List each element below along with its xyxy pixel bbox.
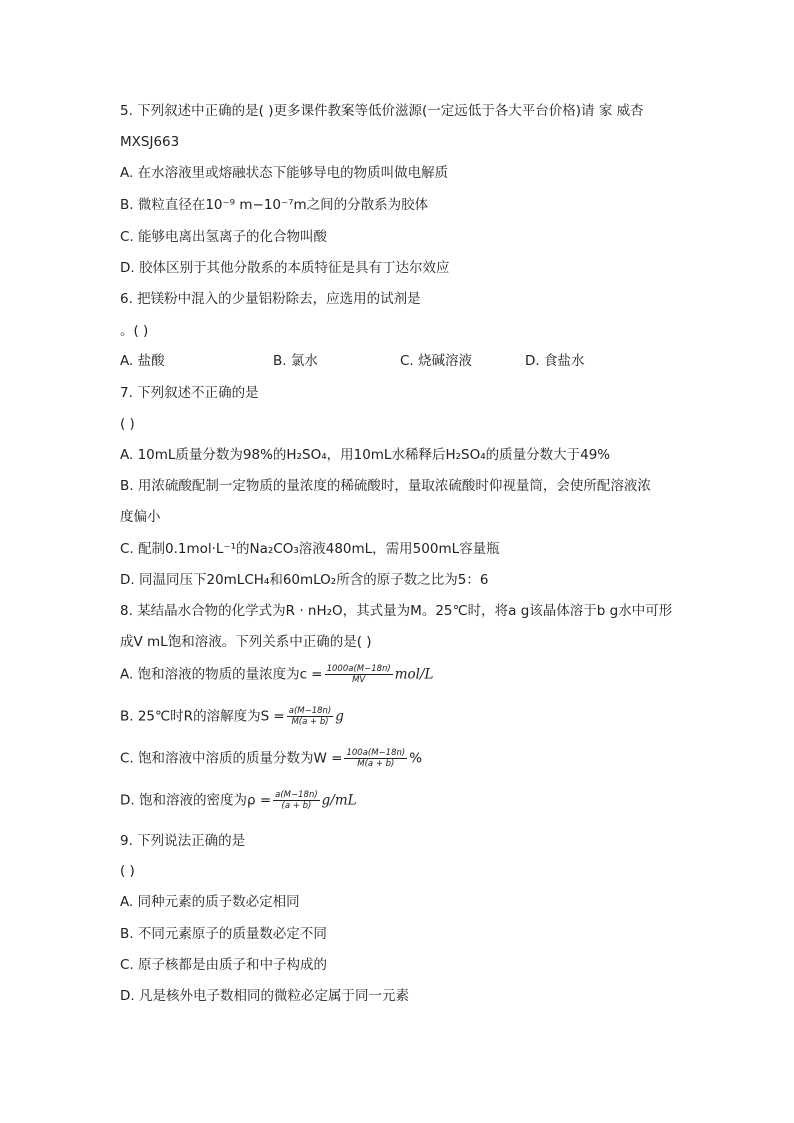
q6-option-a: A. 盐酸 xyxy=(120,353,165,369)
fraction-numerator: a(M−18n) xyxy=(275,790,318,800)
fraction-denominator: (a + b) xyxy=(281,801,312,811)
q8-option-c-fraction xyxy=(344,748,407,769)
q8-option-b-fraction xyxy=(287,706,334,727)
q8-stem: 8. 某结晶水合物的化学式为R · nH₂O，其式量为M。25℃时，将a g该晶体溶于b g水中可形 xyxy=(120,603,673,619)
q5-stem-continued: MXSJ663 xyxy=(120,134,180,150)
q7-option-b: B. 用浓硫酸配制一定物质的量浓度的稀硫酸时，量取浓硫酸时仰视量筒，会使所配溶液浓 xyxy=(120,478,651,494)
q6-option-d: D. 食盐水 xyxy=(525,353,585,369)
q7-option-a: A. 10mL质量分数为98%的H₂SO₄，用10mL水稀释后H₂SO₄的质量分数大于49% xyxy=(120,447,611,463)
q8-option-a-unit: mol/L xyxy=(394,666,434,683)
q8-option-a-fraction xyxy=(325,664,393,685)
q6-stem: 6. 把镁粉中混入的少量铝粉除去，应选用的试剂是 xyxy=(120,291,421,307)
q8-option-c xyxy=(120,748,422,769)
q7-option-c: C. 配制0.1mol·L⁻¹的Na₂CO₃溶液480mL，需用500mL容量瓶 xyxy=(120,541,500,557)
q6-option-c: C. 烧碱溶液 xyxy=(400,353,473,369)
q9-stem: 9. 下列说法正确的是 xyxy=(120,833,246,849)
fraction-denominator: M(a + b) xyxy=(291,717,329,727)
q9-answer-paren: ( ) xyxy=(120,863,135,879)
q8-option-a-text: A. 饱和溶液的物质的量浓度为c = xyxy=(120,666,323,683)
q8-option-d-unit: g/mL xyxy=(321,792,357,809)
q8-option-a xyxy=(120,664,434,685)
q9-option-d: D. 凡是核外电子数相同的微粒必定属于同一元素 xyxy=(120,988,409,1004)
q8-option-c-unit: % xyxy=(409,750,423,767)
q7-answer-paren: ( ) xyxy=(120,416,135,432)
fraction-numerator: a(M−18n) xyxy=(288,706,332,716)
q8-option-d xyxy=(120,790,357,811)
q8-option-b-text: B. 25℃时R的溶解度为S = xyxy=(120,708,285,725)
q8-stem-continued: 成V mL饱和溶液。下列关系中正确的是( ) xyxy=(120,634,372,650)
q8-option-b xyxy=(120,706,344,727)
q6-options xyxy=(120,352,584,370)
q9-option-a: A. 同种元素的质子数必定相同 xyxy=(120,894,300,910)
q5-stem: 5. 下列叙述中正确的是( )更多课件教案等低价滋源(一定远低于各大平台价格)请 家 威杏 xyxy=(120,103,644,119)
q9-option-b: B. 不同元素原子的质量数必定不同 xyxy=(120,926,327,942)
q8-option-c-text: C. 饱和溶液中溶质的质量分数为W = xyxy=(120,750,343,767)
q9-option-c: C. 原子核都是由质子和中子构成的 xyxy=(120,957,328,973)
q7-stem: 7. 下列叙述不正确的是 xyxy=(120,385,259,401)
q6-option-b: B. 氯水 xyxy=(273,353,318,369)
q5-option-a: A. 在水溶液里或熔融状态下能够导电的物质叫做电解质 xyxy=(120,165,449,181)
q8-option-b-unit: g xyxy=(335,708,344,725)
fraction-denominator: M(a + b) xyxy=(357,759,395,769)
q5-option-c: C. 能够电离出氢离子的化合物叫酸 xyxy=(120,229,328,245)
q5-option-d: D. 胶体区别于其他分散系的本质特征是具有丁达尔效应 xyxy=(120,260,450,276)
q8-option-d-fraction xyxy=(273,790,320,811)
q6-answer-paren: 。( ) xyxy=(120,323,149,339)
fraction-numerator: 1000a(M−18n) xyxy=(326,664,391,674)
q7-option-d: D. 同温同压下20mLCH₄和60mLO₂所含的原子数之比为5：6 xyxy=(120,572,489,588)
q8-option-d-text: D. 饱和溶液的密度为ρ = xyxy=(120,792,272,809)
fraction-numerator: 100a(M−18n) xyxy=(346,748,406,758)
q7-option-b-continued: 度偏小 xyxy=(120,509,161,525)
fraction-denominator: MV xyxy=(352,675,366,685)
q5-option-b: B. 微粒直径在10⁻⁹ m−10⁻⁷m之间的分散系为胶体 xyxy=(120,197,429,213)
